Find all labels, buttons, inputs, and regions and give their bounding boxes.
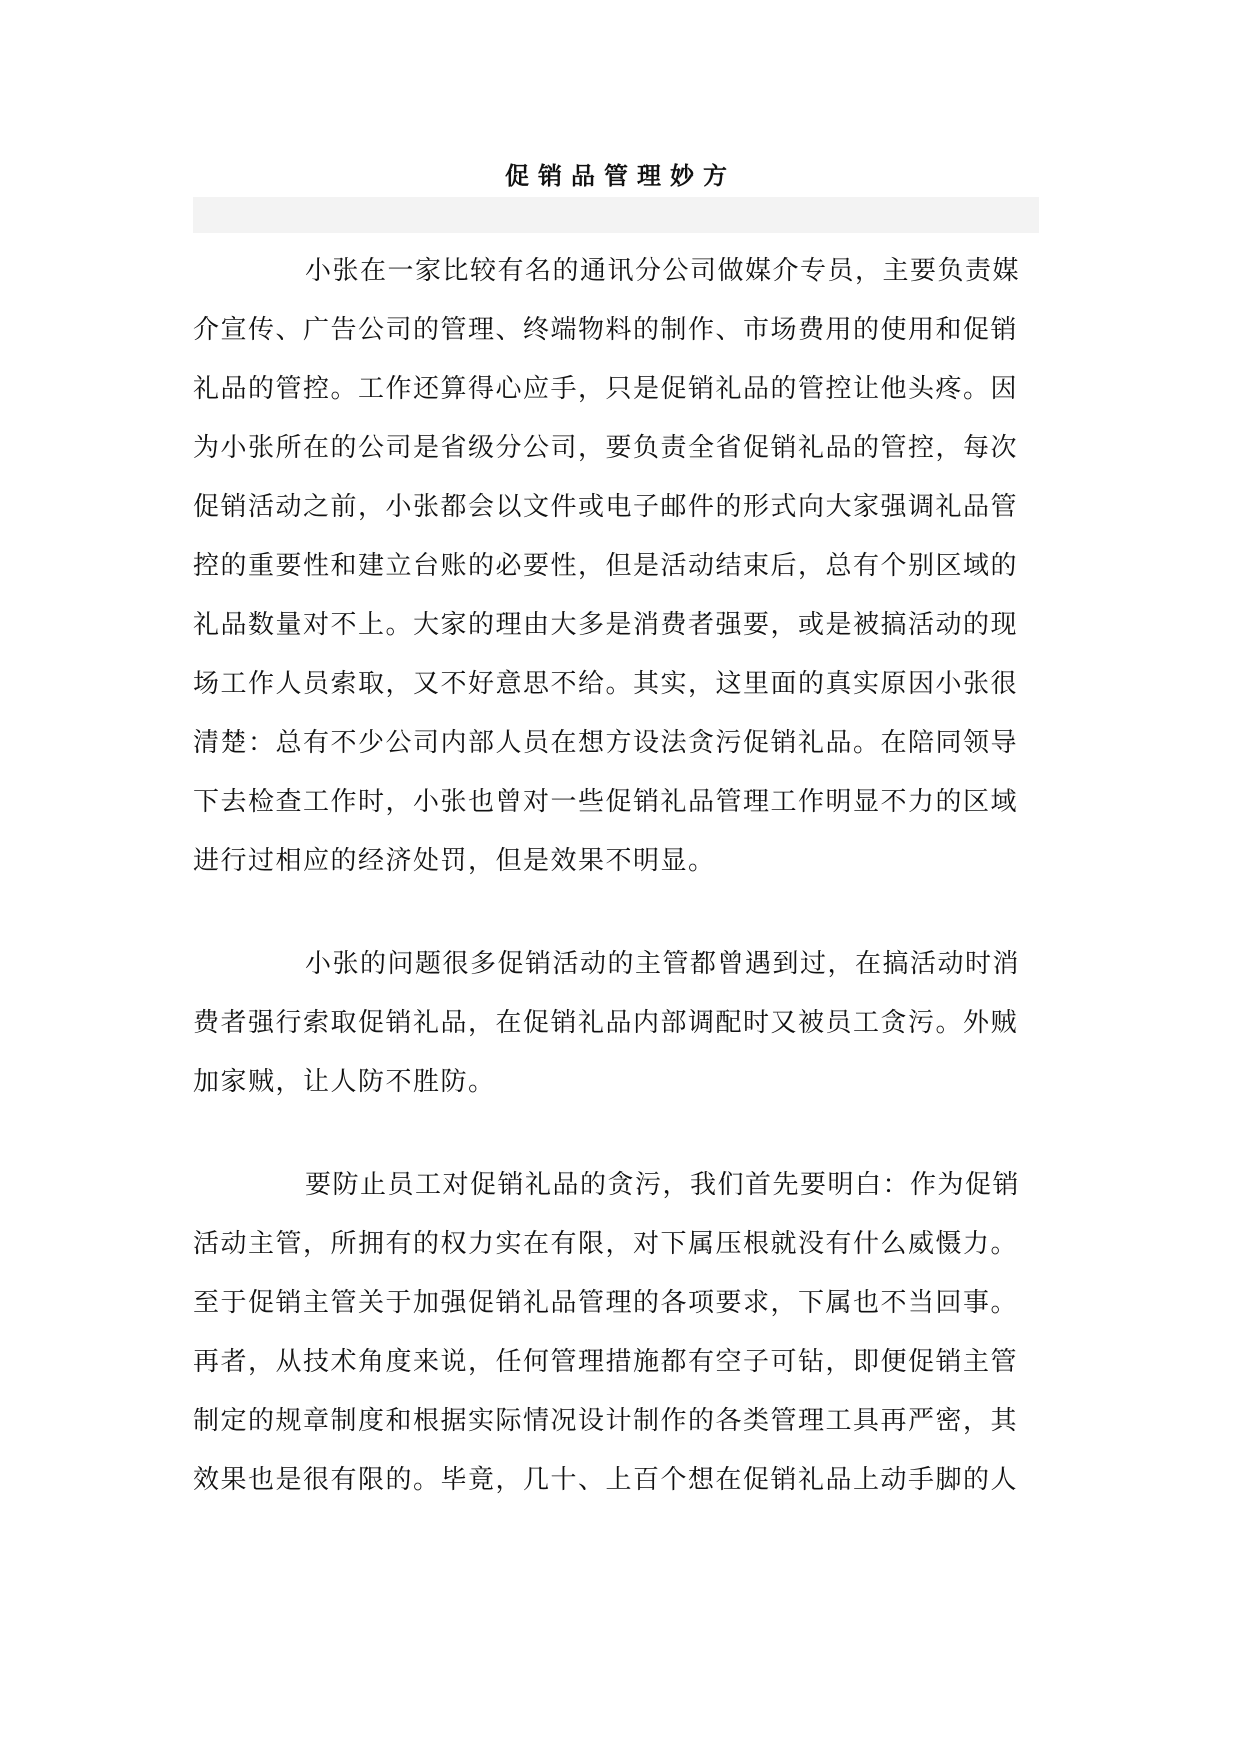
paragraph-line: 为小张所在的公司是省级分公司，要负责全省促销礼品的管控，每次 xyxy=(193,433,1019,463)
paragraph-line: 费者强行索取促销礼品，在促销礼品内部调配时又被员工贪污。外贼 xyxy=(193,1008,1019,1038)
paragraph-line: 要防止员工对促销礼品的贪污，我们首先要明白：作为促销 xyxy=(305,1170,1021,1200)
paragraph-line: 促销活动之前，小张都会以文件或电子邮件的形式向大家强调礼品管 xyxy=(193,492,1019,522)
document-title: 促销品管理妙方 xyxy=(505,161,736,190)
paragraph-line: 加家贼，让人防不胜防。 xyxy=(193,1067,496,1097)
paragraph-line: 介宣传、广告公司的管理、终端物料的制作、市场费用的使用和促销 xyxy=(193,315,1019,345)
paragraph-line: 礼品数量对不上。大家的理由大多是消费者强要，或是被搞活动的现 xyxy=(193,610,1019,640)
document-body xyxy=(193,242,1039,1622)
paragraph-line: 再者，从技术角度来说，任何管理措施都有空子可钻，即便促销主管 xyxy=(193,1347,1019,1377)
paragraph-2 xyxy=(193,935,1039,1112)
paragraph-line: 小张在一家比较有名的通讯分公司做媒介专员，主要负责媒 xyxy=(305,256,1021,286)
paragraph-line: 控的重要性和建立台账的必要性，但是活动结束后，总有个别区域的 xyxy=(193,551,1019,581)
paragraph-spacing xyxy=(193,1112,1039,1156)
paragraph-spacing xyxy=(193,891,1039,935)
paragraph-line: 至于促销主管关于加强促销礼品管理的各项要求，下属也不当回事。 xyxy=(193,1288,1019,1318)
paragraph-line: 下去检查工作时，小张也曾对一些促销礼品管理工作明显不力的区域 xyxy=(193,787,1019,817)
paragraph-line: 活动主管，所拥有的权力实在有限，对下属压根就没有什么威慑力。 xyxy=(193,1229,1019,1259)
paragraph-line: 效果也是很有限的。毕竟，几十、上百个想在促销礼品上动手脚的人 xyxy=(193,1465,1019,1495)
paragraph-line: 制定的规章制度和根据实际情况设计制作的各类管理工具再严密，其 xyxy=(193,1406,1019,1436)
shaded-separator-bar xyxy=(193,197,1039,233)
paragraph-line: 礼品的管控。工作还算得心应手，只是促销礼品的管控让他头疼。因 xyxy=(193,374,1019,404)
paragraph-line: 进行过相应的经济处罚，但是效果不明显。 xyxy=(193,846,716,876)
paragraph-line: 清楚：总有不少公司内部人员在想方设法贪污促销礼品。在陪同领导 xyxy=(193,728,1019,758)
paragraph-3 xyxy=(193,1156,1039,1510)
paragraph-line: 场工作人员索取，又不好意思不给。其实，这里面的真实原因小张很 xyxy=(193,669,1019,699)
paragraph-line: 小张的问题很多促销活动的主管都曾遇到过，在搞活动时消 xyxy=(305,949,1021,979)
paragraph-1 xyxy=(193,242,1039,891)
